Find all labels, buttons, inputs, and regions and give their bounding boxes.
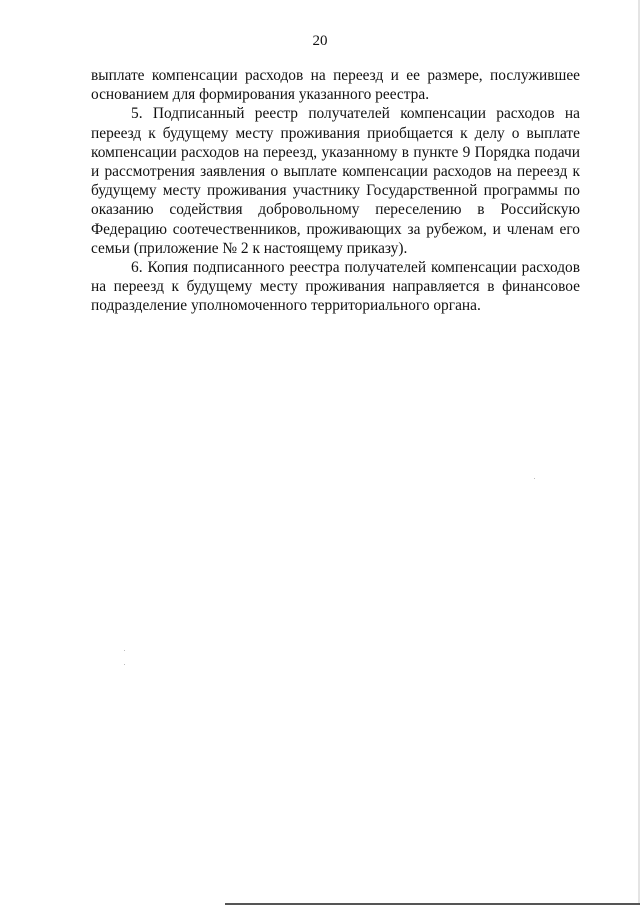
document-body [91,66,580,316]
paragraph-item-6: 6. Копия подписанного реестра получателей компенсации расходов на переезд к будущему месту проживания направляется в финансовое подразделение уполномоченного территориального органа. [91,259,580,315]
scan-speck [534,478,535,479]
scan-speck [124,650,125,651]
paragraph-item-5: 5. Подписанный реестр получателей компенсации расходов на переезд к будущему месту проживания приобщается к делу о выплате компенсации расходов на переезд, указанному в пункте 9 Порядка подачи и рассмотрения заявления о выплате компенсации расходов на переезд к будущему месту проживания участнику Государственной программы по оказанию содействия добровольному переселению в Российскую Федерацию соотечественников, проживающих за рубежом, и членам его семьи (приложение № 2 к настоящему приказу). [91,105,580,257]
paragraph-continuation: выплате компенсации расходов на переезд и ее размере, послужившее основанием для формирования указанного реестра. [91,67,580,104]
page-number: 20 [312,33,328,49]
scan-speck [124,664,125,665]
